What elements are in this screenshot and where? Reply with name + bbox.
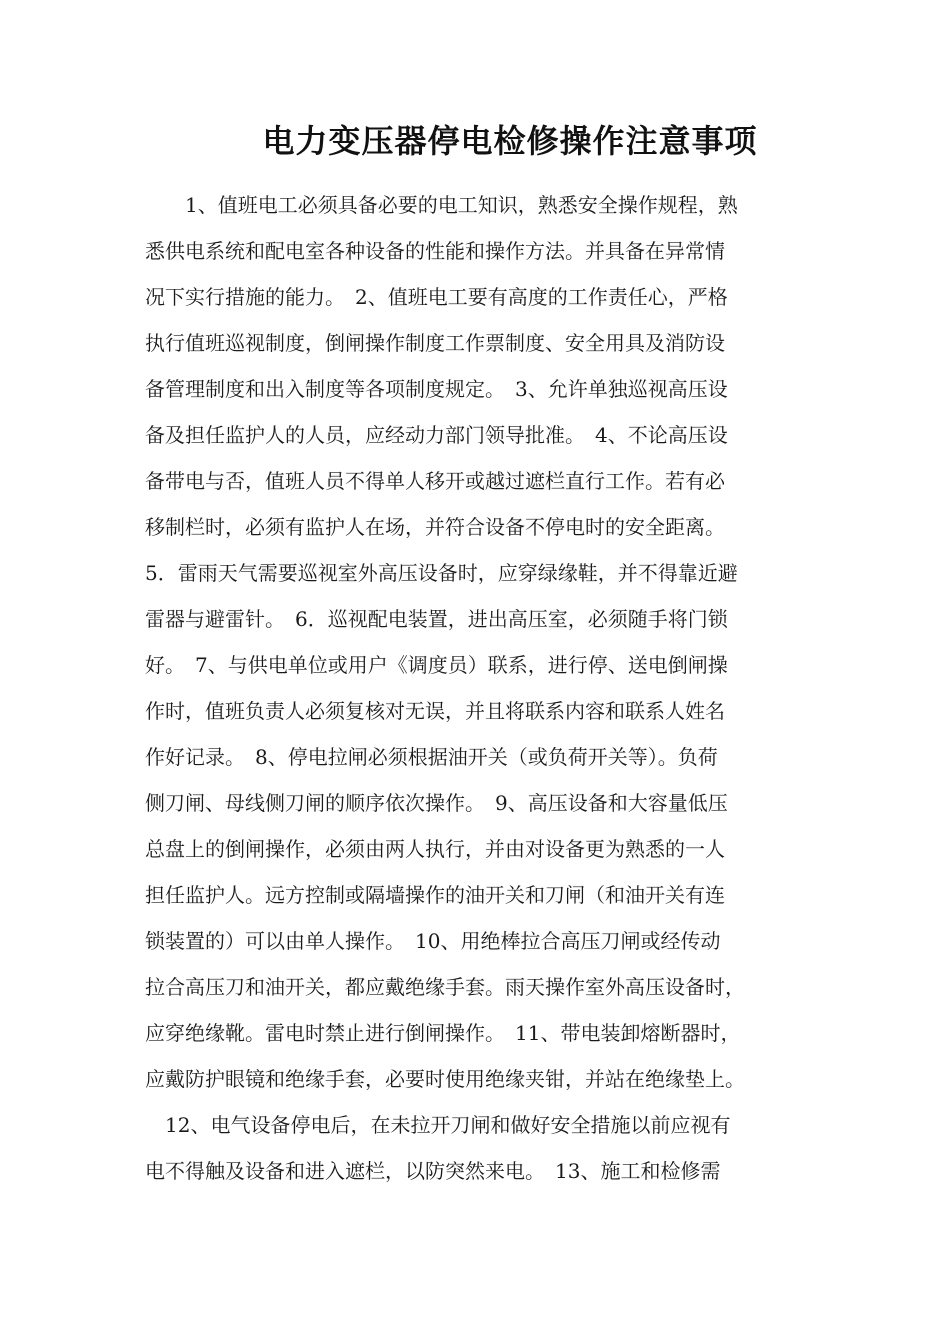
body-line: 好。 7、与供电单位或用户《调度员）联系，进行停、送电倒闸操 bbox=[145, 653, 728, 677]
body-line: 况下实行措施的能力。 2、值班电工要有高度的工作责任心，严格 bbox=[145, 285, 728, 309]
body-line: 执行值班巡视制度，倒闸操作制度工作票制度、安全用具及消防设 bbox=[145, 331, 725, 355]
document-title: 电力变压器停电检修操作注意事项 bbox=[262, 122, 758, 160]
body-line: 备管理制度和出入制度等各项制度规定。 3、允许单独巡视高压设 bbox=[145, 377, 728, 401]
body-line: 移制栏时，必须有监护人在场，并符合设备不停电时的安全距离。 bbox=[145, 515, 725, 539]
body-line: 应穿绝缘靴。雷电时禁止进行倒闸操作。 11、带电装卸熔断器时， bbox=[145, 1021, 741, 1045]
body-line: 备及担任监护人的人员，应经动力部门领导批准。 4、不论高压设 bbox=[145, 423, 728, 447]
body-line: 拉合高压刀和油开关，都应戴绝缘手套。雨天操作室外高压设备时， bbox=[145, 975, 745, 999]
body-line: 总盘上的倒闸操作，必须由两人执行，并由对设备更为熟悉的一人 bbox=[145, 837, 725, 861]
body-line: 雷器与避雷针。 6．巡视配电装置，进出高压室，必须随手将门锁 bbox=[145, 607, 728, 631]
body-line: 电不得触及设备和进入遮栏，以防突然来电。 13、施工和检修需 bbox=[145, 1159, 721, 1183]
body-line: 担任监护人。远方控制或隔墙操作的油开关和刀闸（和油开关有连 bbox=[145, 883, 725, 907]
body-line: 12、电气设备停电后，在未拉开刀闸和做好安全措施以前应视有 bbox=[145, 1113, 731, 1137]
body-line: 侧刀闸、母线侧刀闸的顺序依次操作。 9、高压设备和大容量低压 bbox=[145, 791, 728, 815]
body-line: 悉供电系统和配电室各种设备的性能和操作方法。并具备在异常情 bbox=[145, 239, 725, 263]
body-line: 备带电与否，值班人员不得单人移开或越过遮栏直行工作。若有必 bbox=[145, 469, 725, 493]
body-line: 作好记录。 8、停电拉闸必须根据油开关（或负荷开关等）。负荷 bbox=[145, 745, 718, 769]
body-line: 作时，值班负责人必须复核对无误，并且将联系内容和联系人姓名 bbox=[145, 699, 725, 723]
body-line: 5．雷雨天气需要巡视室外高压设备时，应穿绿缘鞋，并不得靠近避 bbox=[145, 561, 738, 585]
body-line: 锁装置的）可以由单人操作。 10、用绝棒拉合高压刀闸或经传动 bbox=[145, 929, 721, 953]
document-body bbox=[145, 182, 825, 1194]
body-line: 应戴防护眼镜和绝缘手套，必要时使用绝缘夹钳，并站在绝缘垫上。 bbox=[145, 1067, 745, 1091]
body-line: 1、值班电工必须具备必要的电工知识，熟悉安全操作规程，熟 bbox=[145, 193, 738, 217]
